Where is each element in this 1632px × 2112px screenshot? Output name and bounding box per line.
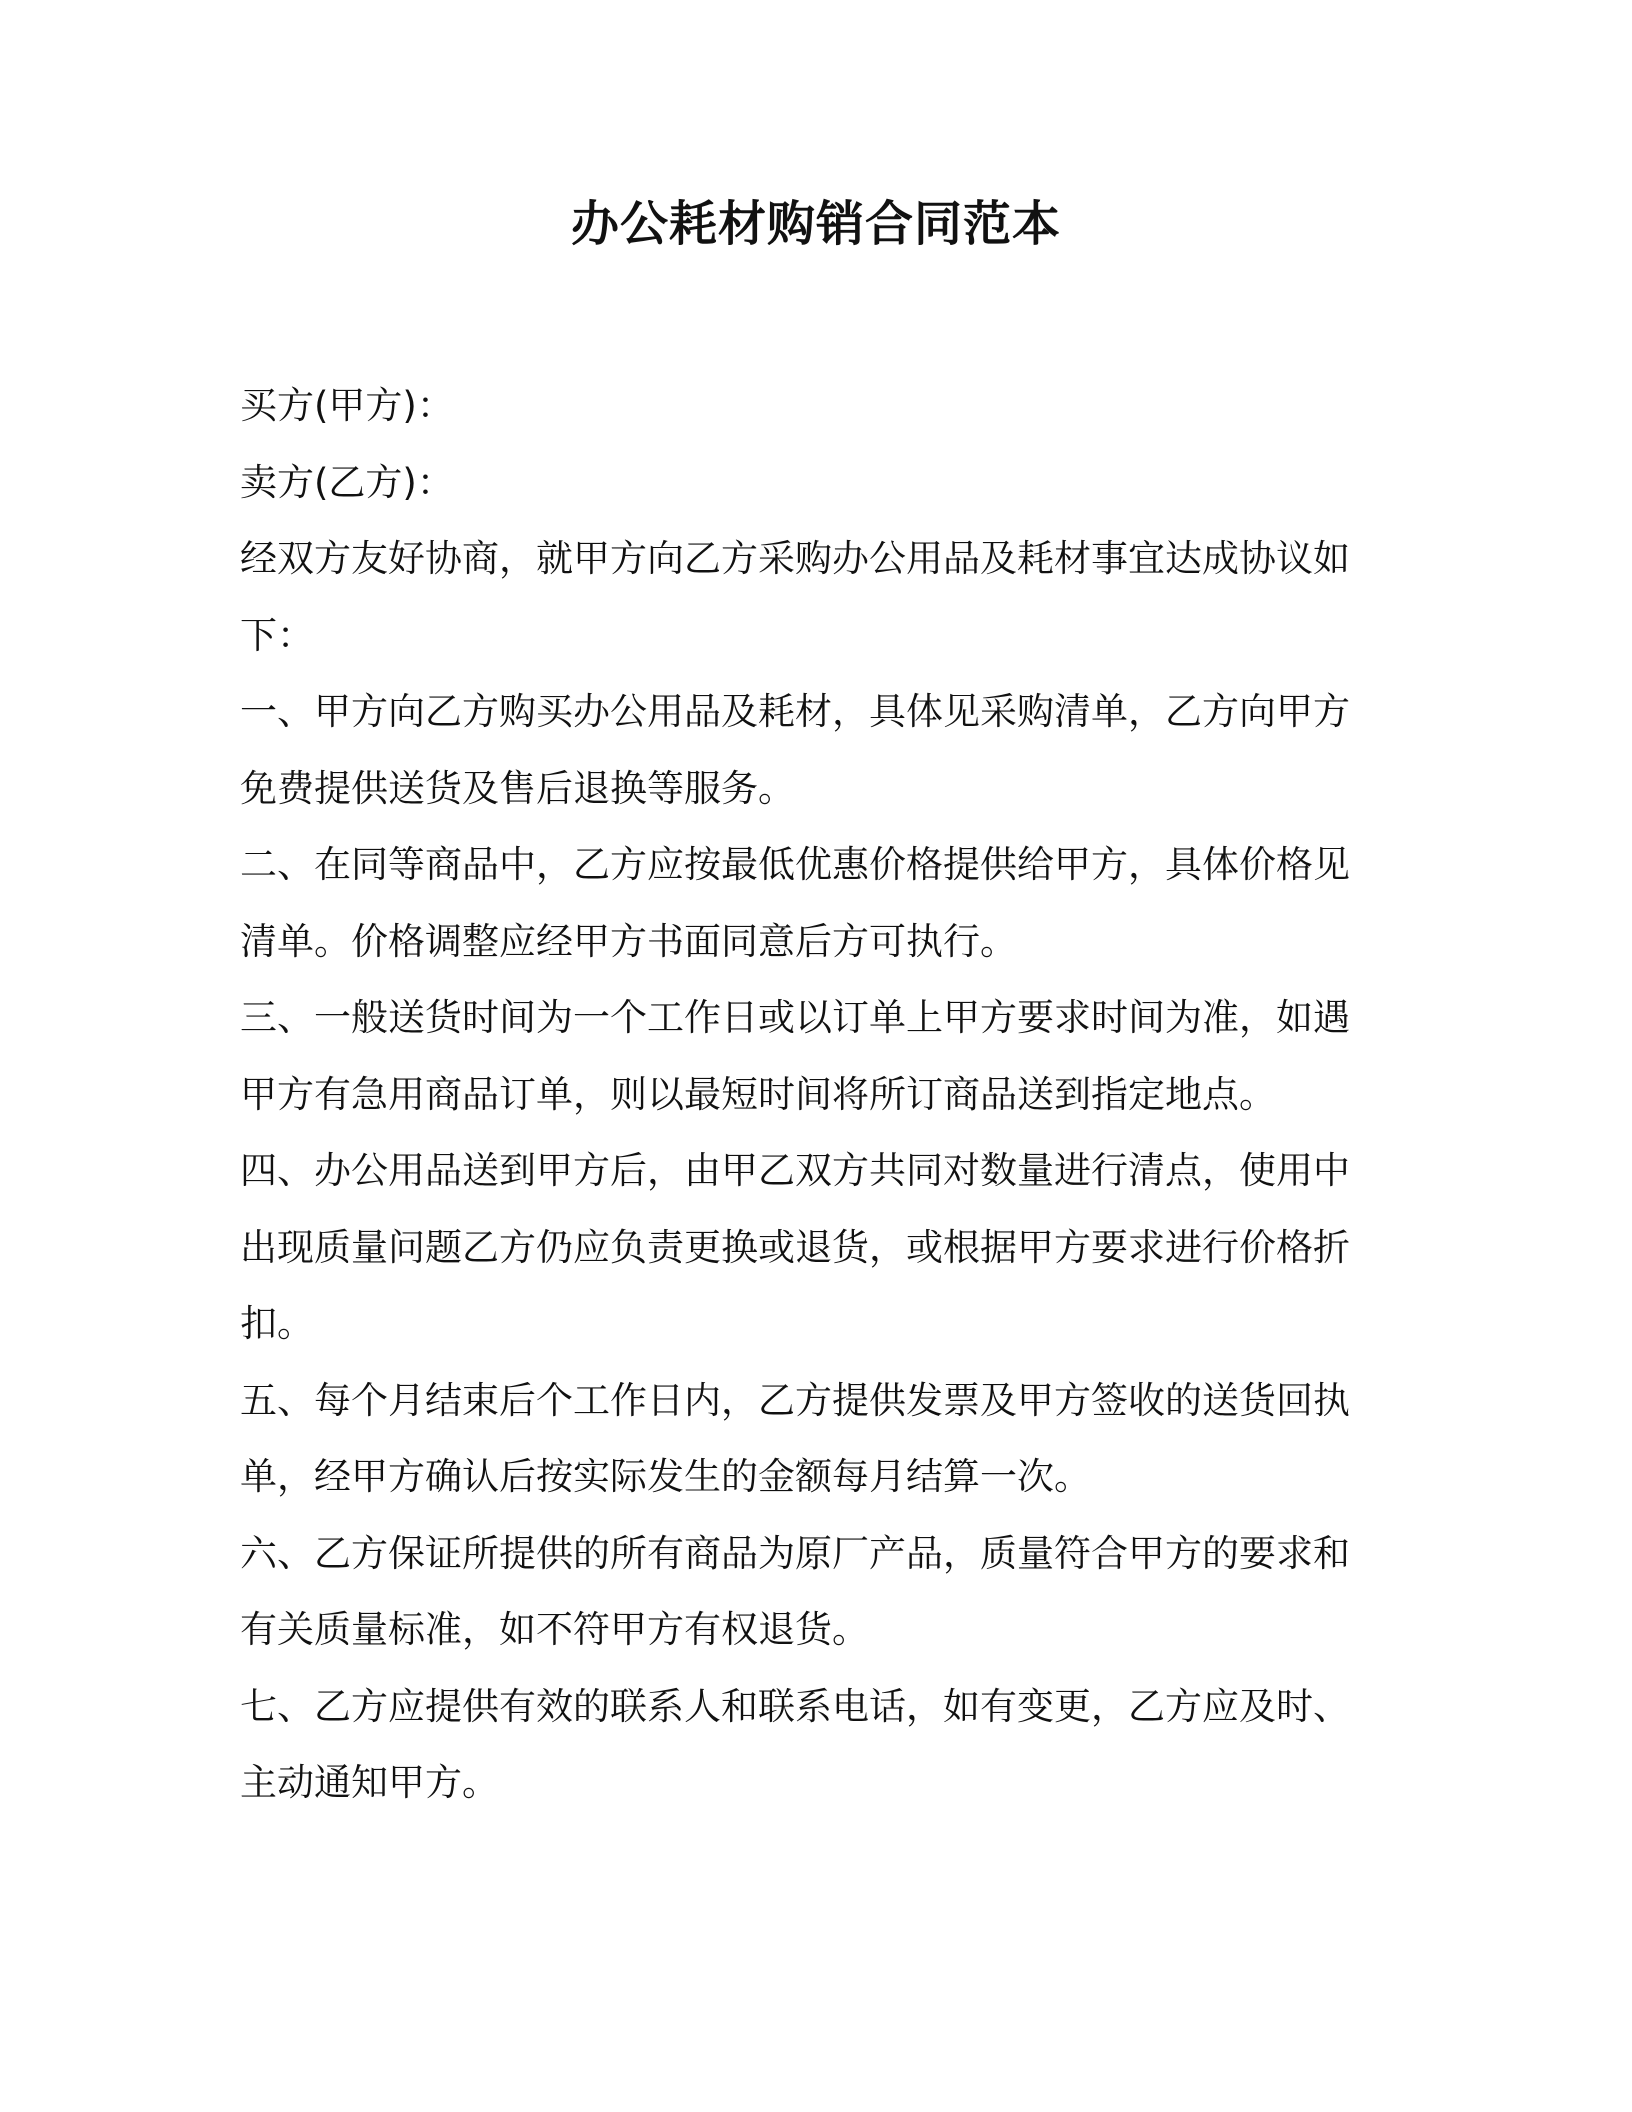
seller-line: 卖方(乙方)：	[240, 460, 454, 504]
clause-1: 一、甲方向乙方购买办公用品及耗材，具体见采购清单，乙方向甲方免费提供送货及售后退换等服务。	[240, 690, 1350, 810]
intro-paragraph: 经双方友好协商，就甲方向乙方采购办公用品及耗材事宜达成协议如下：	[240, 537, 1350, 657]
clause-2: 二、在同等商品中，乙方应按最低优惠价格提供给甲方，具体价格见清单。价格调整应经甲方书面同意后方可执行。	[240, 843, 1350, 963]
clause-7: 七、乙方应提供有效的联系人和联系电话，如有变更，乙方应及时、主动通知甲方。	[240, 1684, 1350, 1804]
clause-5: 五、每个月结束后个工作日内，乙方提供发票及甲方签收的送货回执单，经甲方确认后按实际发生的金额每月结算一次。	[240, 1378, 1350, 1498]
clause-4: 四、办公用品送到甲方后，由甲乙双方共同对数量进行清点，使用中出现质量问题乙方仍应负责更换或退货，或根据甲方要求进行价格折扣。	[240, 1149, 1350, 1345]
clause-6: 六、乙方保证所提供的所有商品为原厂产品，质量符合甲方的要求和有关质量标准，如不符甲方有权退货。	[240, 1531, 1350, 1651]
document-title: 办公耗材购销合同范本	[570, 196, 1061, 252]
document-body	[240, 368, 1360, 1822]
clause-3: 三、一般送货时间为一个工作日或以订单上甲方要求时间为准，如遇甲方有急用商品订单，则以最短时间将所订商品送到指定地点。	[240, 996, 1350, 1116]
buyer-line: 买方(甲方)：	[240, 384, 454, 427]
